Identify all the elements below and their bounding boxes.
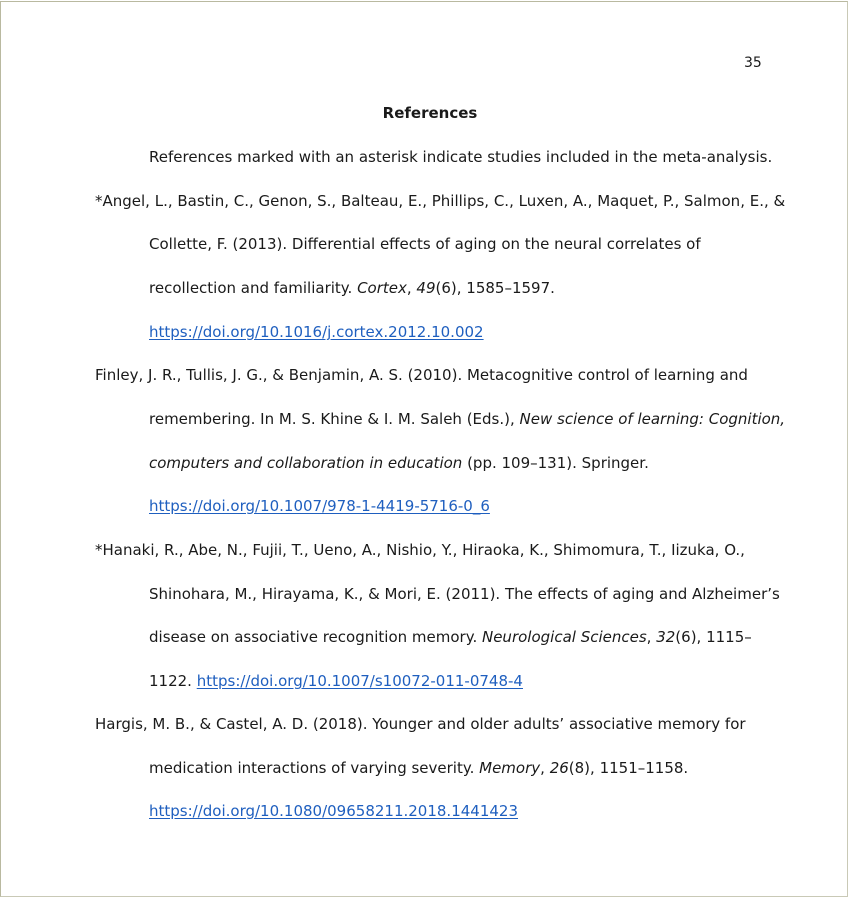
doi-link[interactable]: https://doi.org/10.1007/978-1-4419-5716-0_6	[149, 497, 490, 515]
reference-line	[149, 496, 490, 516]
reference-text: medication interactions of varying severity.	[149, 759, 480, 777]
reference-text: (8), 1151–1158.	[568, 759, 689, 777]
reference-line: *Hanaki, R., Abe, N., Fujii, T., Ueno, A., Nishio, Y., Hiraoka, K., Shimomura, T., Iizuka, O.,	[95, 541, 745, 559]
reference-line: Collette, F. (2013). Differential effects of aging on the neural correlates of	[149, 235, 701, 253]
book-title: computers and collaboration in education	[149, 454, 463, 472]
reference-line	[149, 671, 523, 691]
reference-line	[149, 278, 555, 298]
reference-text: disease on associative recognition memory.	[149, 628, 482, 646]
journal-title: Cortex	[357, 279, 407, 297]
references-heading: References	[382, 104, 478, 122]
journal-volume: 32	[656, 628, 676, 646]
reference-text: (6), 1585–1597.	[435, 279, 555, 297]
reference-text: ,	[540, 759, 550, 777]
reference-line	[149, 758, 688, 778]
reference-text: recollection and familiarity.	[149, 279, 358, 297]
journal-title: Neurological Sciences	[481, 628, 647, 646]
document-page	[0, 1, 848, 897]
reference-line: *Angel, L., Bastin, C., Genon, S., Balteau, E., Phillips, C., Luxen, A., Maquet, P., Salmon, E., &	[95, 192, 786, 210]
reference-line: Finley, J. R., Tullis, J. G., & Benjamin, A. S. (2010). Metacognitive control of learning and	[95, 366, 748, 384]
reference-text: 1122.	[149, 672, 197, 690]
doi-link[interactable]: https://doi.org/10.1080/09658211.2018.1441423	[149, 802, 519, 820]
reference-line: Hargis, M. B., & Castel, A. D. (2018). Younger and older adults’ associative memory for	[95, 715, 746, 733]
book-title: New science of learning: Cognition,	[519, 410, 786, 428]
reference-line	[149, 453, 649, 473]
reference-text: (6), 1115–	[675, 628, 752, 646]
reference-line: Shinohara, M., Hirayama, K., & Mori, E. (2011). The effects of aging and Alzheimer’s	[149, 585, 780, 603]
references-intro: References marked with an asterisk indicate studies included in the meta-analysis.	[149, 148, 773, 166]
doi-link[interactable]: https://doi.org/10.1016/j.cortex.2012.10.002	[149, 323, 484, 341]
reference-line	[149, 409, 785, 429]
page-number: 35	[744, 55, 762, 71]
reference-text: (pp. 109–131). Springer.	[462, 454, 649, 472]
reference-line	[149, 801, 518, 821]
journal-volume: 26	[549, 759, 569, 777]
reference-text: ,	[406, 279, 417, 297]
doi-link[interactable]: https://doi.org/10.1007/s10072-011-0748-4	[196, 672, 523, 690]
journal-title: Memory	[479, 759, 541, 777]
reference-text: ,	[646, 628, 657, 646]
reference-text: remembering. In M. S. Khine & I. M. Saleh (Eds.),	[149, 410, 520, 428]
journal-volume: 49	[416, 279, 436, 297]
reference-line	[149, 627, 752, 647]
reference-line	[149, 322, 484, 342]
